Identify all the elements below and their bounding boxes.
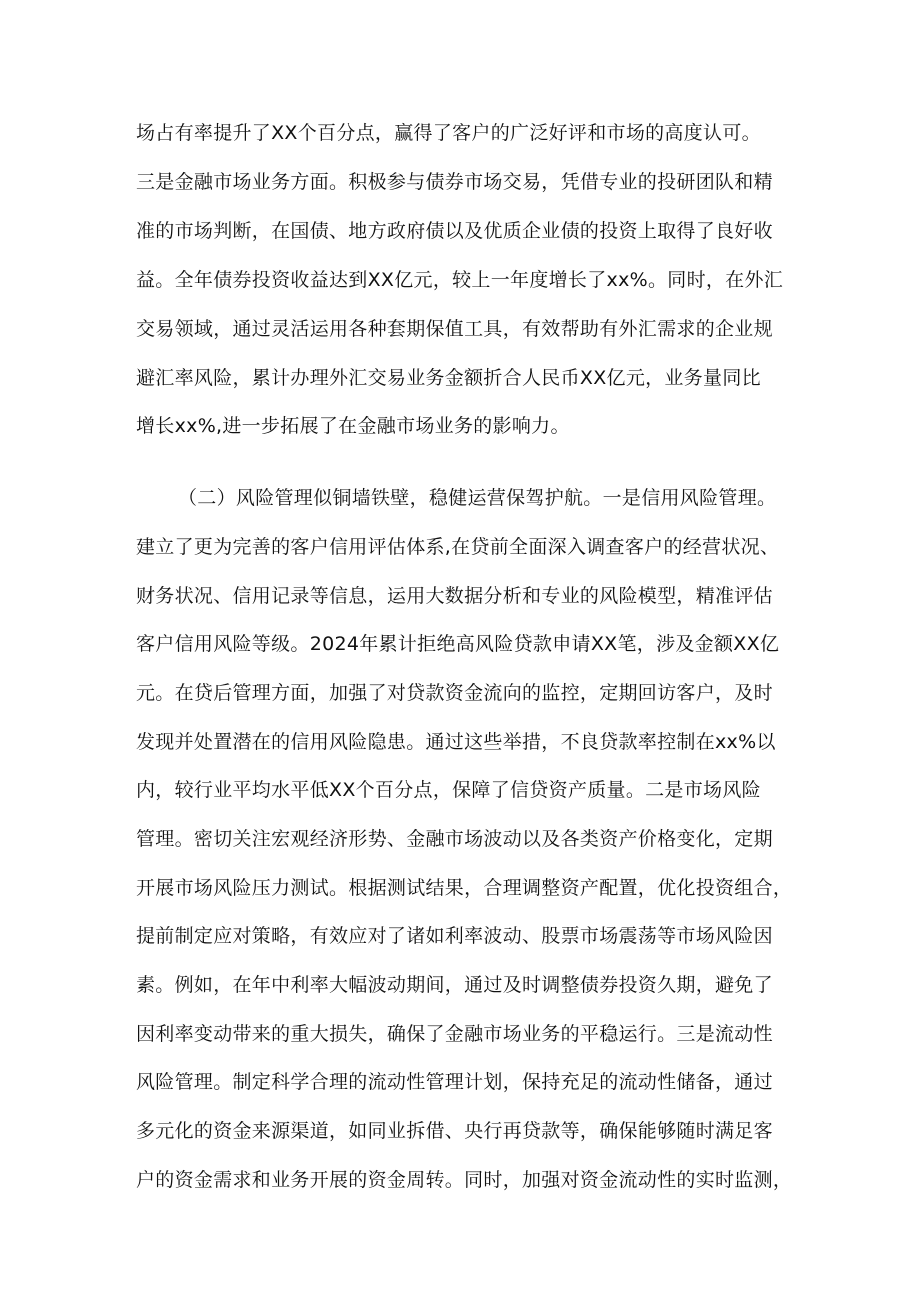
text-line: 户的资金需求和业务开展的资金周转。同时，加强对资金流动性的实时监测， bbox=[136, 1169, 793, 1191]
text-line: 益。全年债券投资收益达到XX亿元，较上一年度增长了xx%。同时，在外汇 bbox=[136, 269, 784, 291]
text-line: 三是金融市场业务方面。积极参与债券市场交易，凭借专业的投研团队和精 bbox=[136, 171, 773, 193]
text-line: 因利率变动带来的重大损失，确保了金融市场业务的平稳运行。三是流动性 bbox=[136, 1023, 773, 1045]
text-line: 交易领域，通过灵活运用各种套期保值工具，有效帮助有外汇需求的企业规 bbox=[136, 318, 773, 340]
text-line: 建立了更为完善的客户信用评估体系,在贷前全面深入调查客户的经营状况、 bbox=[136, 536, 780, 558]
text-line: 客户信用风险等级。2024年累计拒绝高风险贷款申请XX笔，涉及金额XX亿 bbox=[136, 633, 780, 655]
text-line: 内，较行业平均水平低XX个百分点，保障了信贷资产质量。二是市场风险 bbox=[136, 779, 761, 801]
text-line: 准的市场判断，在国债、地方政府债以及优质企业债的投资上取得了良好收 bbox=[136, 220, 773, 242]
text-line: 场占有率提升了XX个百分点，赢得了客户的广泛好评和市场的高度认可。 bbox=[136, 122, 761, 144]
text-line: 增长xx%,进一步拓展了在金融市场业务的影响力。 bbox=[136, 415, 570, 437]
text-line: 多元化的资金来源渠道，如同业拆借、央行再贷款等，确保能够随时满足客 bbox=[136, 1120, 773, 1142]
text-line: 提前制定应对策略，有效应对了诸如利率波动、股票市场震荡等市场风险因 bbox=[136, 925, 773, 947]
text-line: 素。例如，在年中利率大幅波动期间，通过及时调整债券投资久期，避免了 bbox=[136, 974, 773, 996]
text-line: 开展市场风险压力测试。根据测试结果，合理调整资产配置，优化投资组合， bbox=[136, 877, 793, 899]
text-line: 发现并处置潜在的信用风险隐患。通过这些举措，不良贷款率控制在xx%以 bbox=[136, 731, 776, 753]
text-line: 财务状况、信用记录等信息，运用大数据分析和专业的风险模型，精准评估 bbox=[136, 585, 773, 607]
text-line: （二）风险管理似铜墙铁壁，稳健运营保驾护航。一是信用风险管理。 bbox=[178, 487, 777, 509]
text-line: 避汇率风险，累计办理外汇交易业务金额折合人民币XX亿元，业务量同比 bbox=[136, 367, 761, 389]
text-line: 元。在贷后管理方面，加强了对贷款资金流向的监控，定期回访客户，及时 bbox=[136, 682, 773, 704]
text-line: 管理。密切关注宏观经济形势、金融市场波动以及各类资产价格变化，定期 bbox=[136, 828, 773, 850]
text-line: 风险管理。制定科学合理的流动性管理计划，保持充足的流动性储备，通过 bbox=[136, 1071, 773, 1093]
